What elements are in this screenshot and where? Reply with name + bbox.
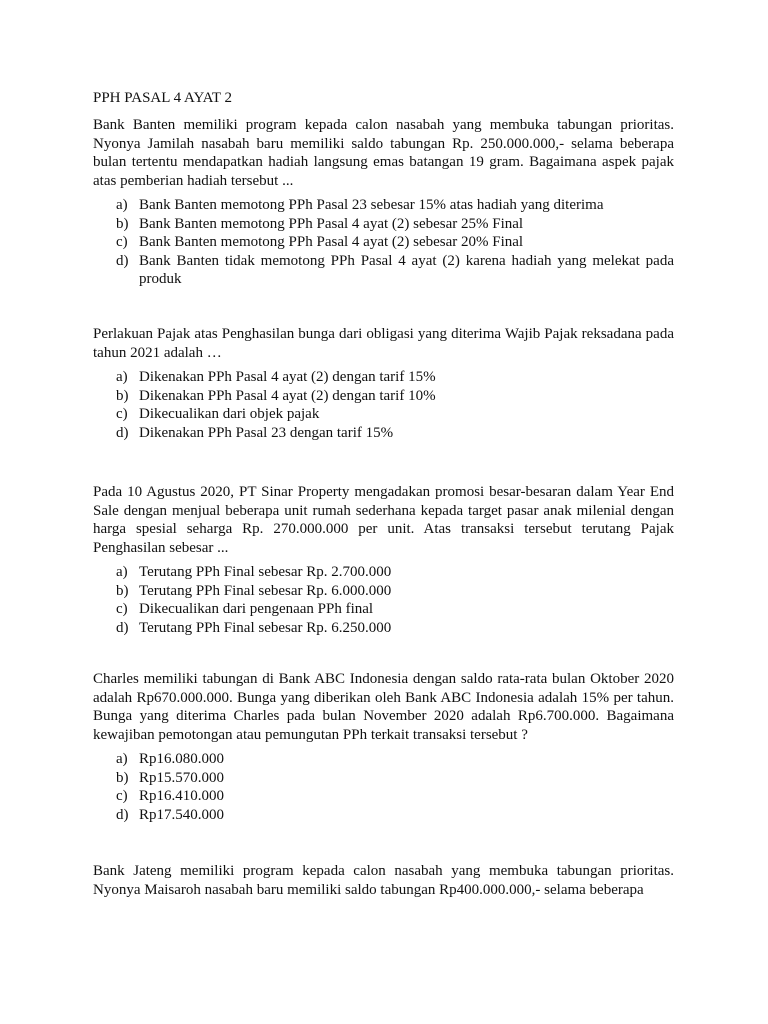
- option-letter: d): [116, 619, 129, 636]
- question-1: [93, 116, 674, 289]
- option-text: Dikenakan PPh Pasal 4 ayat (2) dengan tarif 15%: [139, 369, 436, 385]
- option-list: [93, 563, 674, 637]
- option-text: Bank Banten memotong PPh Pasal 4 ayat (2) sebesar 25% Final: [139, 215, 524, 232]
- option-letter: c): [116, 234, 128, 250]
- option-c: [93, 405, 674, 424]
- question-5: [93, 862, 674, 899]
- option-list: [93, 750, 674, 824]
- question-stem: Pada 10 Agustus 2020, PT Sinar Property mengadakan promosi besar-besaran dalam Year End Sale dengan menjual beberapa unit rumah sederhana kepada target pasar anak milenial dengan harga spesial seharga Rp. 270.000.000 per unit. Atas transaksi tersebut terutang Pajak Penghasilan sebesar ...: [93, 484, 674, 556]
- option-b: [93, 582, 674, 601]
- option-c: [93, 233, 674, 252]
- question-4: [93, 670, 674, 824]
- option-letter: c): [116, 406, 128, 422]
- option-text: Terutang PPh Final sebesar Rp. 6.000.000: [139, 582, 392, 599]
- option-letter: b): [116, 215, 129, 232]
- option-letter: a): [116, 751, 128, 767]
- option-text: Dikenakan PPh Pasal 4 ayat (2) dengan tarif 10%: [139, 387, 436, 404]
- option-a: [93, 196, 674, 215]
- option-c: [93, 600, 674, 619]
- option-d: [93, 619, 674, 638]
- option-b: [93, 387, 674, 406]
- option-letter: a): [116, 369, 128, 385]
- option-d: [93, 424, 674, 443]
- question-stem: Charles memiliki tabungan di Bank ABC Indonesia dengan saldo rata-rata bulan Oktober 2020 adalah Rp670.000.000. Bunga yang diberikan oleh Bank ABC Indonesia adalah 15% per tahun. Bunga yang diterima Charles pada bulan November 2020 adalah Rp6.700.000. Bagaimana kewajiban pemotongan atau pemungutan PPh terkait transaksi tersebut ?: [93, 671, 674, 743]
- question-stem: Perlakuan Pajak atas Penghasilan bunga dari obligasi yang diterima Wajib Pajak reksadana pada tahun 2021 adalah …: [93, 326, 674, 361]
- option-letter: c): [116, 788, 128, 804]
- option-text: Rp16.410.000: [139, 788, 225, 804]
- question-3: [93, 483, 674, 637]
- option-text: Rp15.570.000: [139, 769, 225, 786]
- option-text: Terutang PPh Final sebesar Rp. 2.700.000: [139, 564, 392, 580]
- option-letter: b): [116, 582, 129, 599]
- option-letter: a): [116, 564, 128, 580]
- option-list: [93, 196, 674, 289]
- option-c: [93, 787, 674, 806]
- option-text: Terutang PPh Final sebesar Rp. 6.250.000: [139, 619, 392, 636]
- option-letter: b): [116, 769, 129, 786]
- option-a: [93, 750, 674, 769]
- option-text: Bank Banten memotong PPh Pasal 23 sebesar 15% atas hadiah yang diterima: [139, 197, 604, 213]
- option-d: [93, 252, 674, 289]
- option-b: [93, 215, 674, 234]
- option-text: Bank Banten tidak memotong PPh Pasal 4 ayat (2) karena hadiah yang melekat pada produk: [139, 252, 674, 287]
- option-letter: d): [116, 806, 129, 823]
- question-stem: Bank Jateng memiliki program kepada calon nasabah yang membuka tabungan prioritas. Nyonya Maisaroh nasabah baru memiliki saldo tabungan Rp400.000.000,- selama beberapa: [93, 863, 674, 898]
- document-title: PPH PASAL 4 AYAT 2: [93, 90, 232, 106]
- option-text: Rp17.540.000: [139, 806, 225, 823]
- question-stem: Bank Banten memiliki program kepada calon nasabah yang membuka tabungan prioritas. Nyonya Jamilah nasabah baru memiliki saldo tabungan Rp. 250.000.000,- selama beberapa bulan tertentu mendapatkan hadiah langsung emas batangan 19 gram. Bagaimana aspek pajak atas pemberian hadiah tersebut ...: [93, 117, 674, 189]
- option-text: Rp16.080.000: [139, 751, 225, 767]
- option-text: Bank Banten memotong PPh Pasal 4 ayat (2) sebesar 20% Final: [139, 234, 524, 250]
- option-text: Dikecualikan dari pengenaan PPh final: [139, 601, 374, 617]
- option-letter: b): [116, 387, 129, 404]
- option-letter: a): [116, 197, 128, 213]
- option-d: [93, 806, 674, 825]
- option-letter: c): [116, 601, 128, 617]
- option-letter: d): [116, 252, 129, 269]
- option-text: Dikenakan PPh Pasal 23 dengan tarif 15%: [139, 424, 394, 441]
- option-a: [93, 368, 674, 387]
- option-text: Dikecualikan dari objek pajak: [139, 406, 320, 422]
- option-list: [93, 368, 674, 442]
- question-2: [93, 325, 674, 442]
- option-a: [93, 563, 674, 582]
- option-letter: d): [116, 424, 129, 441]
- option-b: [93, 769, 674, 788]
